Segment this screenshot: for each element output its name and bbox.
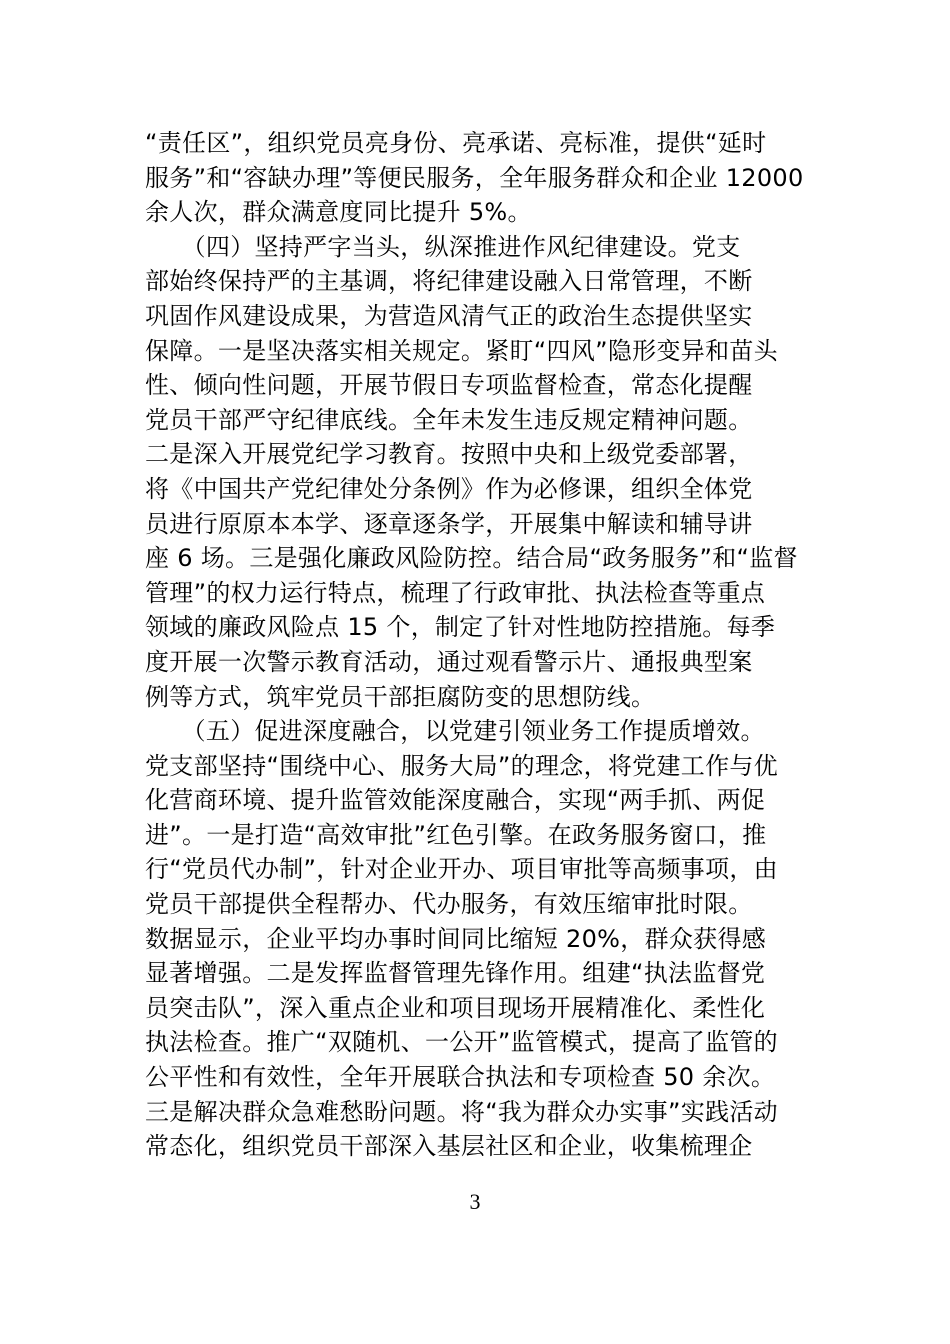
text-line: “责任区”，组织党员亮身份、亮承诺、亮标准，提供“延时	[145, 129, 767, 157]
body-text	[145, 126, 825, 1164]
text-line: 党支部坚持“围绕中心、服务大局”的理念，将党建工作与优	[145, 751, 778, 780]
text-line: 将《中国共产党纪律处分条例》作为必修课，组织全体党	[145, 474, 753, 503]
text-line: 党员干部提供全程帮办、代办服务，有效压缩审批时限。	[145, 890, 753, 919]
text-line: 度开展一次警示教育活动，通过观看警示片、通报典型案	[145, 647, 753, 676]
text-line: 显著增强。二是发挥监督管理先锋作用。组建“执法监督党	[145, 959, 766, 988]
text-line: 性、倾向性问题，开展节假日专项监督检查，常态化提醒	[145, 371, 753, 400]
text-line: 员突击队”，深入重点企业和项目现场开展精准化、柔性化	[145, 993, 766, 1022]
text-line: 执法检查。推广“双随机、一公开”监管模式，提高了监管的	[145, 1028, 778, 1057]
section-heading-four: （四）坚持严字当头，纵深推进作风纪律建设。党支	[145, 232, 741, 261]
text-line: 座 6 场。三是强化廉政风险防控。结合局“政务服务”和“监督	[145, 544, 798, 573]
text-line: 管理”的权力运行特点，梳理了行政审批、执法检查等重点	[145, 578, 766, 607]
page-number: 3	[469, 1189, 481, 1214]
text-line: 员进行原原本本学、逐章逐条学，开展集中解读和辅导讲	[145, 509, 753, 538]
text-line: 余人次，群众满意度同比提升 5%。	[145, 198, 532, 227]
text-line: 二是深入开展党纪学习教育。按照中央和上级党委部署，	[145, 440, 753, 469]
text-line: 例等方式，筑牢党员干部拒腐防变的思想防线。	[145, 682, 656, 711]
text-line: 服务”和“容缺办理”等便民服务，全年服务群众和企业 12000	[145, 163, 804, 192]
text-line: 部始终保持严的主基调，将纪律建设融入日常管理，不断	[145, 267, 753, 296]
text-line: 党员干部严守纪律底线。全年未发生违反规定精神问题。	[145, 405, 753, 434]
section-heading-five: （五）促进深度融合，以党建引领业务工作提质增效。	[145, 717, 765, 746]
text-line: 巩固作风建设成果，为营造风清气正的政治生态提供坚实	[145, 301, 753, 330]
text-line: 化营商环境、提升监管效能深度融合，实现“两手抓、两促	[145, 786, 766, 815]
text-line: 公平性和有效性，全年开展联合执法和专项检查 50 余次。	[145, 1063, 776, 1092]
text-line: 进”。一是打造“高效审批”红色引擎。在政务服务窗口，推	[145, 820, 767, 849]
text-line: 三是解决群众急难愁盼问题。将“我为群众办实事”实践活动	[145, 1097, 778, 1126]
text-line: 保障。一是坚决落实相关规定。紧盯“四风”隐形变异和苗头	[145, 336, 778, 365]
text-line: 数据显示，企业平均办事时间同比缩短 20%，群众获得感	[145, 924, 767, 953]
text-line: 行“党员代办制”，针对企业开办、项目审批等高频事项，由	[145, 855, 778, 884]
text-line: 领域的廉政风险点 15 个，制定了针对性地防控措施。每季	[145, 613, 776, 642]
text-line: 常态化，组织党员干部深入基层社区和企业，收集梳理企	[145, 1132, 753, 1161]
